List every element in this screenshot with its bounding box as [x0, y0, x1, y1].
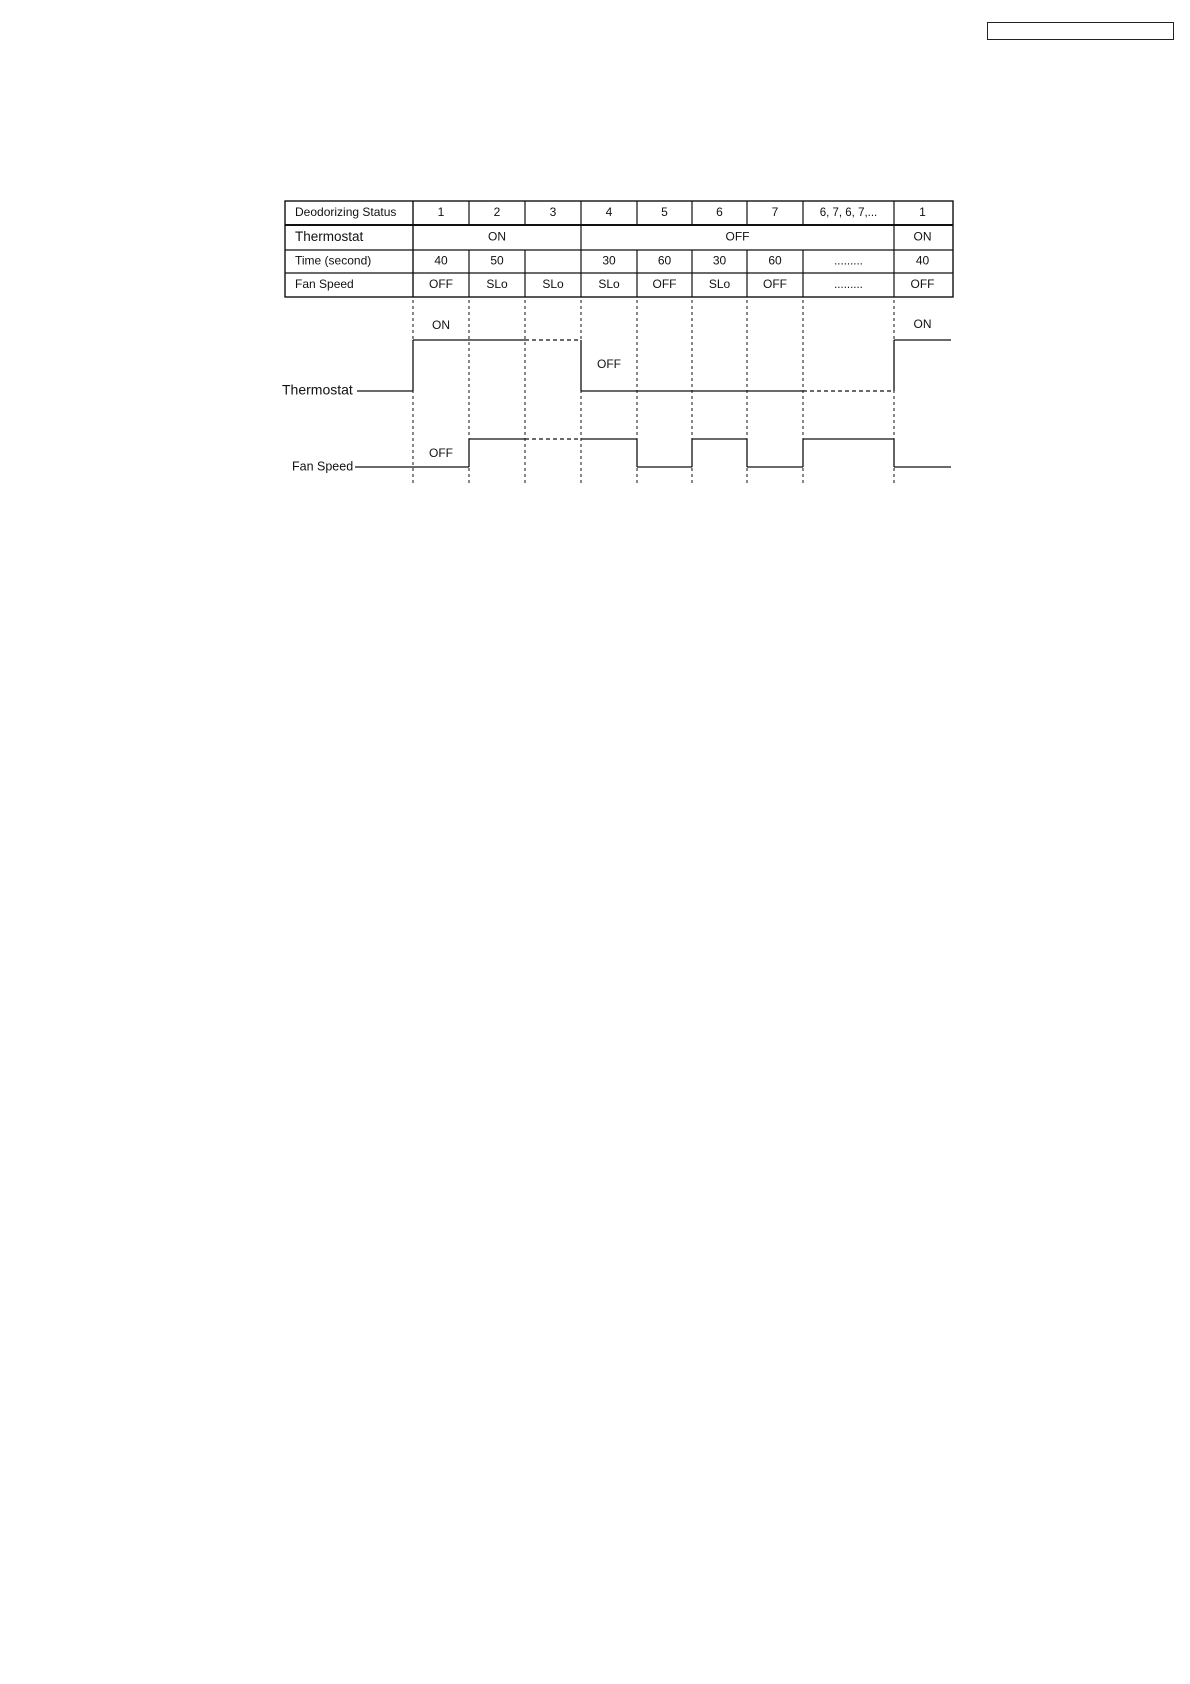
fan-off-annotation: OFF — [429, 446, 453, 461]
status-row-cell: 6 — [716, 205, 723, 220]
thermostat-on-end-annotation: ON — [913, 317, 932, 332]
status-row-cell: 7 — [771, 205, 779, 220]
status-row-cell: 2 — [493, 205, 501, 220]
status-row-cell: 1 — [919, 205, 926, 220]
time-row-cell: 50 — [490, 253, 504, 268]
time-row-cell: 40 — [434, 253, 448, 268]
status-row-cell: 3 — [549, 205, 557, 220]
thermostat-row-label: Thermostat — [295, 229, 364, 245]
thermostat-row-cell: ON — [488, 229, 506, 244]
fan-speed-row-cell: SLo — [486, 277, 508, 292]
fan-speed-row-cell: SLo — [542, 277, 564, 292]
fan-speed-row-cell: OFF — [763, 277, 787, 292]
status-row-label: Deodorizing Status — [295, 205, 397, 220]
time-row-cell: 30 — [602, 253, 616, 268]
fan-speed-row-cell: SLo — [708, 277, 731, 292]
fan-speed-label: Fan Speed — [292, 459, 354, 474]
thermostat-on-annotation: ON — [432, 318, 450, 333]
fan-speed-row-label: Fan Speed — [295, 277, 354, 292]
thermostat-row-cell: ON — [913, 229, 932, 244]
thermostat-label: Thermostat — [282, 381, 353, 398]
time-row-cell: 40 — [915, 253, 930, 268]
status-row-cell: 6, 7, 6, 7,... — [819, 207, 878, 220]
fan-speed-row-cell: ......... — [834, 279, 863, 292]
time-row-cell: 60 — [657, 253, 672, 268]
status-row-cell: 1 — [437, 205, 445, 220]
thermostat-off-annotation: OFF — [597, 357, 621, 372]
time-row-cell: 30 — [712, 253, 727, 268]
time-row-cell: 60 — [768, 253, 782, 268]
time-row-label: Time (second) — [295, 253, 372, 268]
fan-speed-row-cell: OFF — [652, 277, 677, 292]
status-row-cell: 4 — [605, 205, 613, 220]
status-row-cell: 5 — [661, 205, 668, 220]
fan-speed-row-cell: OFF — [910, 277, 935, 292]
time-row-cell: ......... — [834, 255, 863, 268]
fan-speed-row-cell: SLo — [598, 277, 620, 292]
thermostat-row-cell: OFF — [725, 229, 750, 244]
fan-speed-row-cell: OFF — [429, 277, 453, 292]
